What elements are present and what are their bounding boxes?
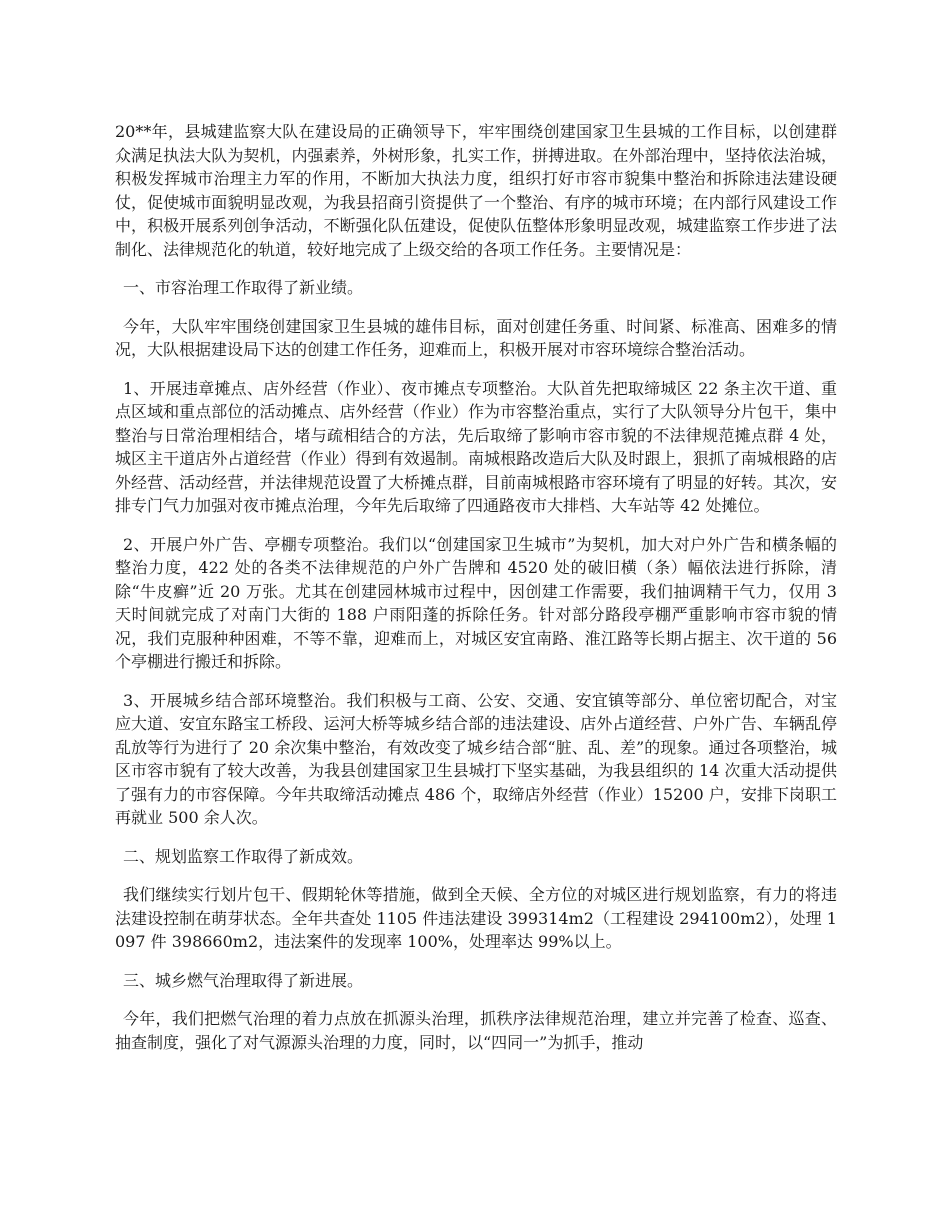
item-3-paragraph: 3、开展城乡结合部环境整治。我们积极与工商、公安、交通、安宜镇等部分、单位密切配合，对宝应大道、安宜东路宝工桥段、运河大桥等城乡结合部的违法建设、店外占道经营、户外广告、车辆乱停乱放等行为进行了 20 余次集中整治，有效改变了城乡结合部“脏、乱、差”的现象。通过各项整治，城区市容市貌有了较大改善，为我县创建国家卫生县城打下坚实基础，为我县组织的 14 次重大活动提供了强有力的市容保障。今年共取缔活动摊点 486 个，取缔店外经营（作业）15200 户，安排下岗职工再就业 500 余人次。 <box>115 690 837 827</box>
section-heading-3: 三、城乡燃气治理取得了新进展。 <box>123 970 364 990</box>
section-heading-2: 二、规划监察工作取得了新成效。 <box>123 846 364 866</box>
item-1-paragraph: 1、开展违章摊点、店外经营（作业）、夜市摊点专项整治。大队首先把取缔城区 22 条主次干道、重点区域和重点部位的活动摊点、店外经营（作业）作为市容整治重点，实行了大队领导分片包干，集中整治与日常治理相结合，堵与疏相结合的方法，先后取缔了影响市容市貌的不法律规范摊点群 4 处，城区主干道店外占道经营（作业）得到有效遏制。南城根路改造后大队及时跟上，狠抓了南城根路的店外经营、活动经营，并法律规范设置了大桥摊点群，目前南城根路市容环境有了明显的好转。其次，安排专门气力加强对夜市摊点治理，今年先后取缔了四通路夜市大排档、大车站等 42 处摊位。 <box>115 378 837 515</box>
document-body <box>115 120 837 1069</box>
section-heading-1: 一、市容治理工作取得了新业绩。 <box>123 278 364 297</box>
section-3-paragraph: 今年，我们把燃气治理的着力点放在抓源头治理，抓秩序法律规范治理，建立并完善了检查、巡查、抽查制度，强化了对气源源头治理的力度，同时，以“四同一”为抓手，推动 <box>115 1009 837 1052</box>
item-2-paragraph: 2、开展户外广告、亭棚专项整治。我们以“创建国家卫生城市”为契机，加大对户外广告和横条幅的整治力度，422 处的各类不法律规范的户外广告牌和 4520 处的破旧横（条）幅依法进行拆除，清除“牛皮癣”近 20 万张。尤其在创建园林城市过程中，因创建工作需要，我们抽调精干气力，仅用 3 天时间就完成了对南门大街的 188 户雨阳蓬的拆除任务。针对部分路段亭棚严重影响市容市貌的情况，我们克服种种困难，不等不靠，迎难而上，对城区安宜南路、淮江路等长期占据主、次干道的 56 个亭棚进行搬迁和拆除。 <box>115 534 837 671</box>
intro-paragraph: 20**年，县城建监察大队在建设局的正确领导下，牢牢围绕创建国家卫生县城的工作目标，以创建群众满足执法大队为契机，内强素养，外树形象，扎实工作，拼搏进取。在外部治理中，坚持依法治城，积极发挥城市治理主力军的作用，不断加大执法力度，组织打好市容市貌集中整治和拆除违法建设硬仗，促使城市面貌明显改观，为我县招商引资提供了一个整治、有序的城市环境；在内部行风建设工作中，积极开展系列创争活动，不断强化队伍建设，促使队伍整体形象明显改观，城建监察工作步进了法制化、法律规范化的轨道，较好地完成了上级交给的各项工作任务。主要情况是： <box>115 122 837 259</box>
section-1-paragraph: 今年，大队牢牢围绕创建国家卫生县城的雄伟目标，面对创建任务重、时间紧、标准高、困难多的情况，大队根据建设局下达的创建工作任务，迎难而上，积极开展对市容环境综合整治活动。 <box>115 316 837 359</box>
section-2-paragraph: 我们继续实行划片包干、假期轮休等措施，做到全天候、全方位的对城区进行规划监察，有力的将违法建设控制在萌芽状态。全年共查处 1105 件违法建设 399314m2（工程建设 294100m2），处理 1097 件 398660m2，违法案件的发现率 100%，处理率达 99%以上。 <box>115 885 837 951</box>
